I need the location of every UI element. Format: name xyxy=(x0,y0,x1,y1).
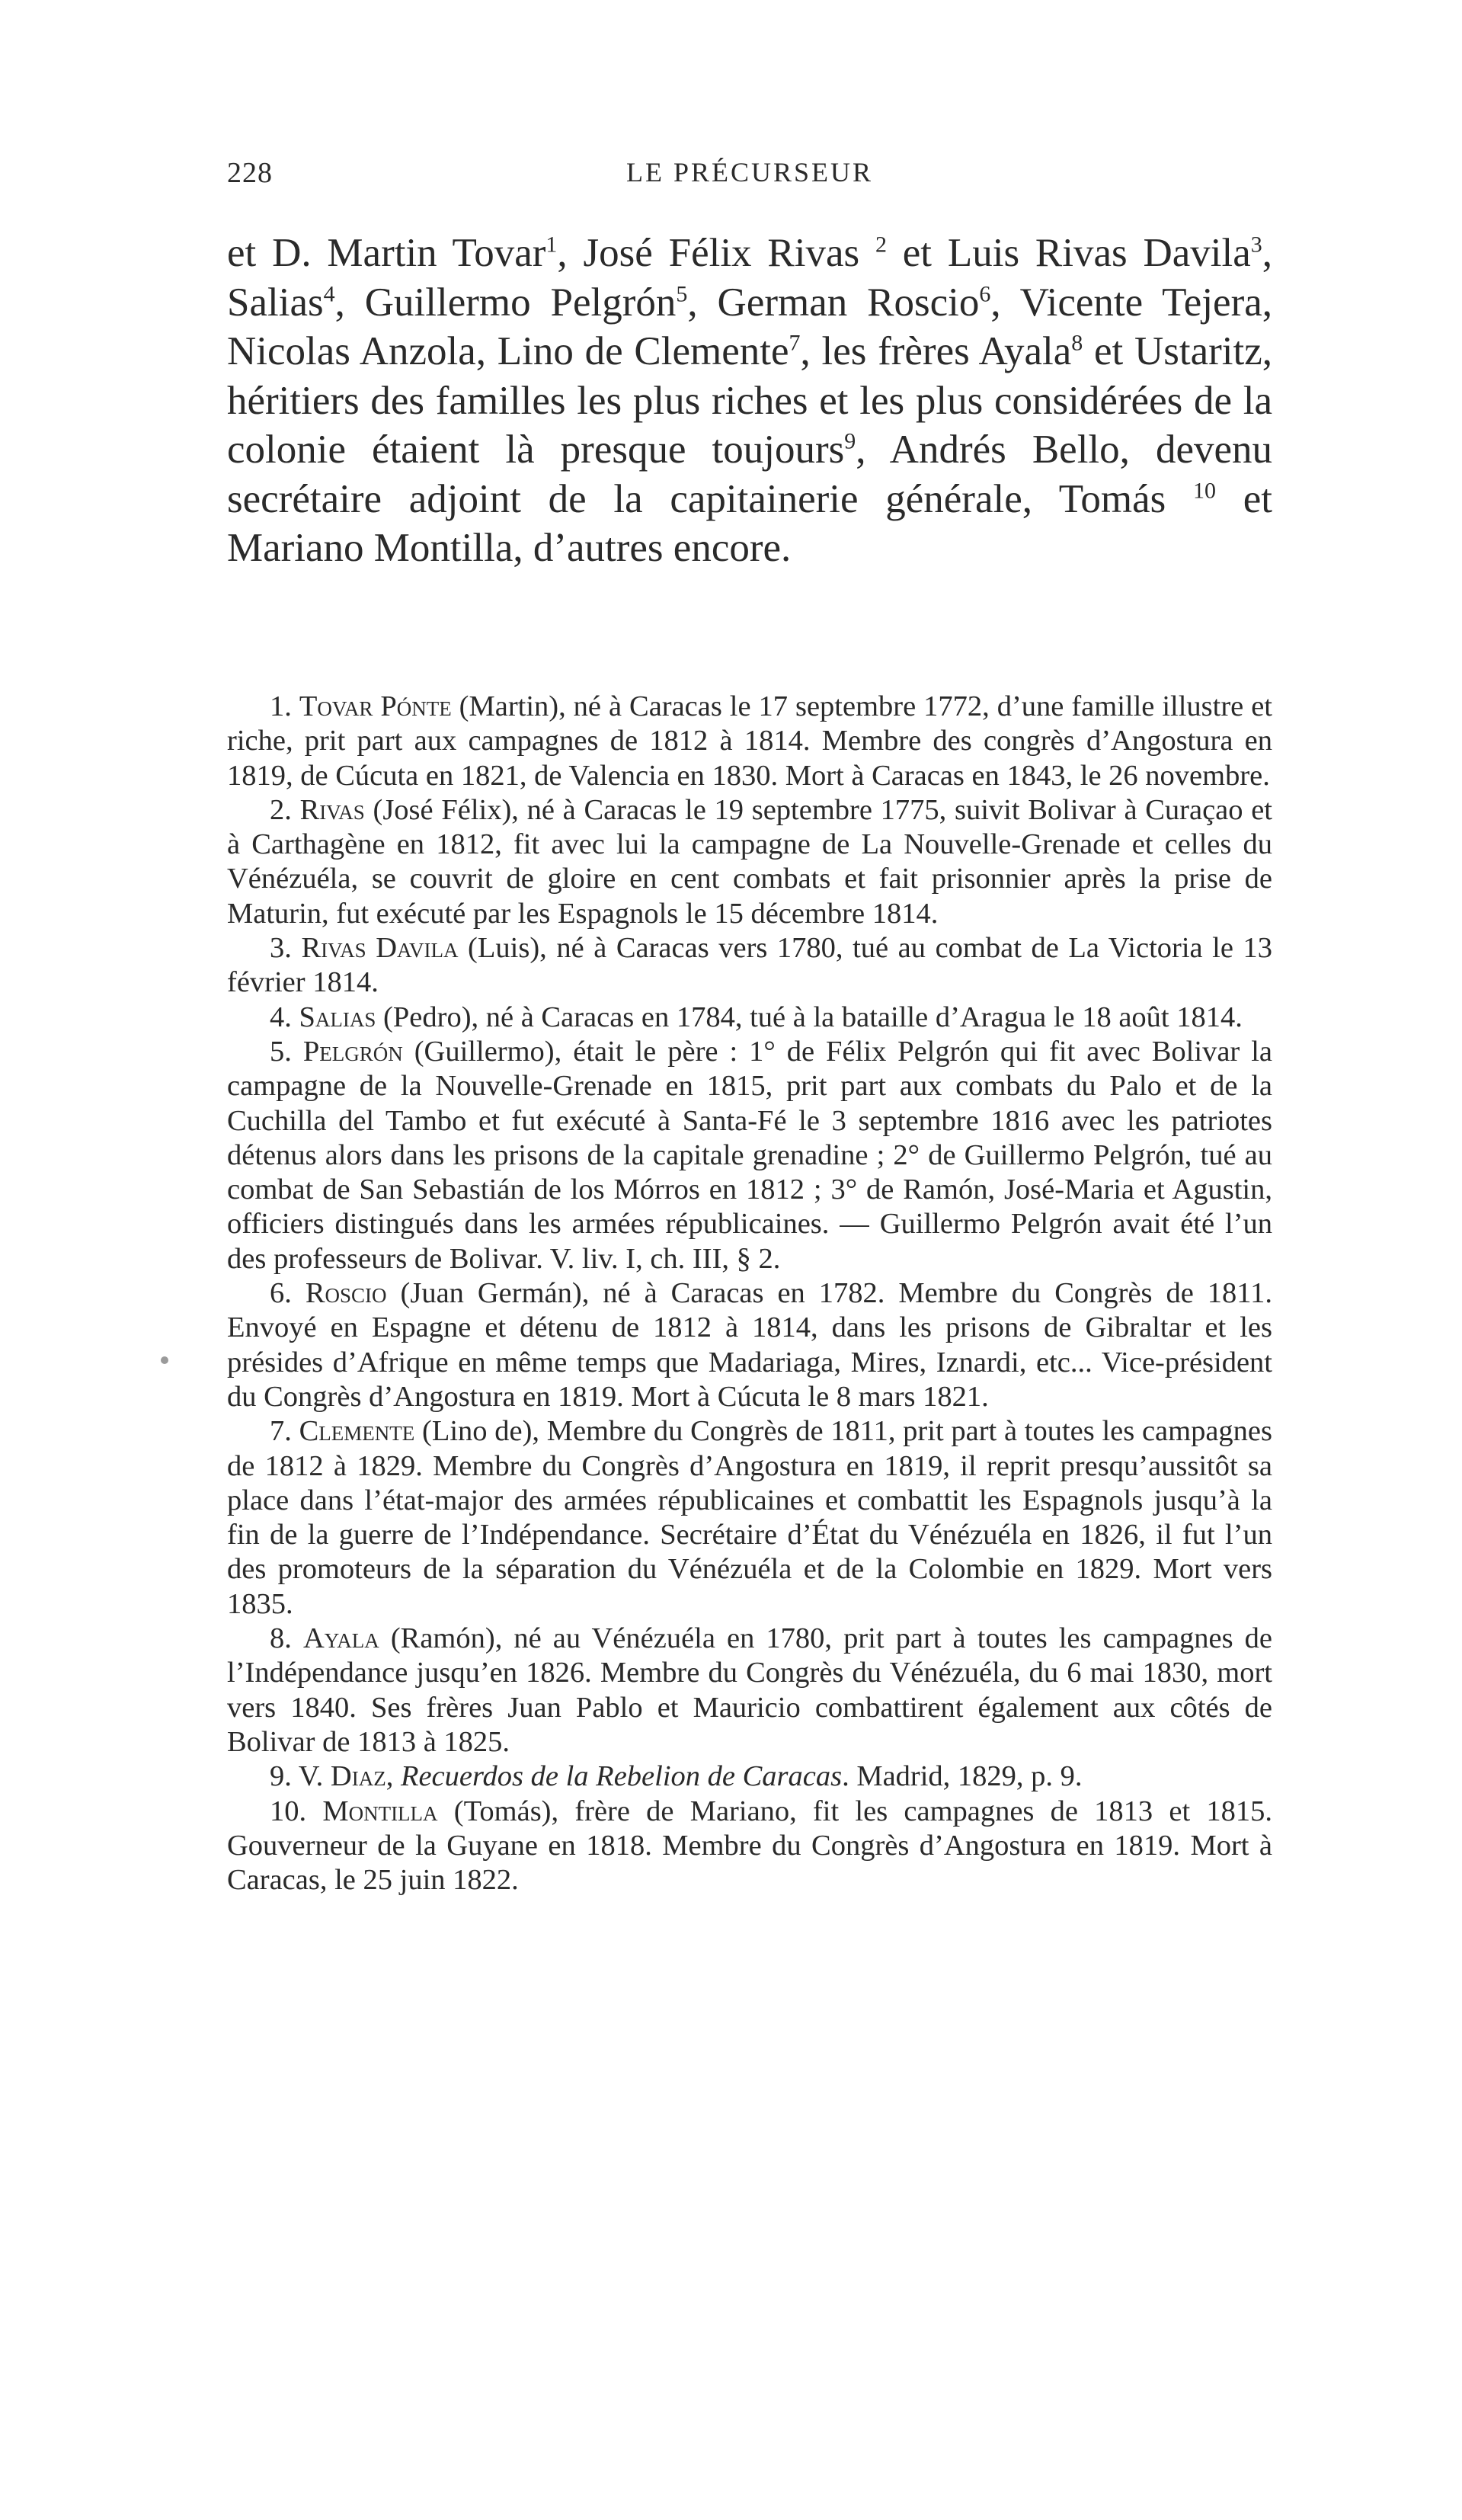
footnote-number: 9. V. xyxy=(270,1760,331,1793)
page-header xyxy=(227,156,1272,194)
footnote xyxy=(227,1795,1272,1898)
footnote xyxy=(227,1414,1272,1622)
footnote-reference: 8 xyxy=(1071,330,1083,356)
footnote-book-title: Recuerdos de la Rebelion de Caracas xyxy=(400,1760,843,1793)
footnotes xyxy=(227,690,1272,1897)
footnote-person-name: Rivas Davila xyxy=(301,932,459,965)
margin-dot xyxy=(161,1356,168,1364)
footnote-text: (José Félix), né à Caracas le 19 septembre 1775, suivit Bolivar à Curaçao et à Carthagène en 1812, fit avec lui la campagne de La Nouvelle-Grenade et celles du Vénézuéla, se couvrit de gloire en cent combats et fait prisonnier après la prise de Maturin, fut exécuté par les Espagnols le 15 décembre 1814. xyxy=(227,793,1272,930)
footnote-reference: 9 xyxy=(844,428,856,454)
footnote-text: (Pedro), né à Caracas en 1784, tué à la bataille d’Aragua le 18 août 1814. xyxy=(376,1001,1243,1033)
footnote-person-name: Pelgrón xyxy=(302,1035,403,1068)
footnote-number: 3. xyxy=(270,932,302,965)
footnote-person-name: Montilla xyxy=(322,1795,438,1827)
paragraph-text: , José Félix Rivas xyxy=(557,231,875,275)
footnote-person-name: Tovar Pónte xyxy=(299,690,452,722)
footnote-citation: . Madrid, 1829, p. 9. xyxy=(842,1760,1083,1793)
paragraph-text: et D. Martin Tovar xyxy=(227,231,546,275)
footnote-reference: 7 xyxy=(789,330,801,356)
footnote-reference: 4 xyxy=(323,280,335,306)
footnote-text: (Martin), né à Caracas le 17 septembre 1772, d’une famille illustre et riche, prit part aux campagnes de 1812 à 1814. Membre des congrès d’Angostura en 1819, de Cúcuta en 1821, de Valencia en 1830. Mort à Caracas en 1843, le 26 novembre. xyxy=(227,690,1272,792)
footnote-text: (Guillermo), était le père : 1° de Félix Pelgrón qui fit avec Bolivar la campagne de la Nouvelle-Grenade en 1815, prit part aux combats du Palo et de la Cuchilla del Tambo et fut exécuté à Santa-Fé le 3 septembre 1816 avec les patriotes détenus alors dans les prisons de la capitale grenadine ; 2° de Guillermo Pelgrón, tué au combat de San Sebastián de los Mórros en 1812 ; 3° de Ramón, José-Maria et Agustin, officiers distingués dans les armées républicaines. — Guillermo Pelgrón avait été l’un des professeurs de Bolivar. V. liv. I, ch. III, § 2. xyxy=(227,1035,1272,1275)
footnote-reference: 1 xyxy=(545,232,558,258)
footnote-number: 7. xyxy=(270,1415,299,1448)
footnote-person-name: Rivas xyxy=(299,793,365,826)
footnote-person-name: Ayala xyxy=(302,1622,379,1655)
paragraph-text: et Mariano Montilla, d’autres encore. xyxy=(227,476,1273,570)
running-title: LE PRÉCURSEUR xyxy=(625,157,874,187)
footnote-person-name: Roscio xyxy=(305,1277,387,1310)
paragraph-text: , Vicente Tejera, Nicolas Anzola, Lino de Clemente xyxy=(227,280,1272,373)
footnote-reference: 2 xyxy=(875,232,887,258)
footnote-reference: 3 xyxy=(1250,232,1262,258)
footnote xyxy=(227,1760,1272,1794)
page-number: 228 xyxy=(227,157,273,189)
footnote-text: , xyxy=(385,1760,401,1793)
footnote-reference: 6 xyxy=(979,280,991,306)
footnote-text: (Juan Germán), né à Caracas en 1782. Membre du Congrès de 1811. Envoyé en Espagne et détenu de 1812 à 1814, dans les prisons de Gibraltar et les présides d’Afrique en même temps que Madariaga, Mires, Iznardi, etc... Vice-président du Congrès d’Angostura en 1819. Mort à Cúcuta le 8 mars 1821. xyxy=(227,1277,1272,1413)
footnote-number: 8. xyxy=(270,1622,303,1655)
footnote-person-name: Salias xyxy=(299,1001,376,1033)
footnote-number: 10. xyxy=(270,1795,323,1827)
paragraph-text: , les frères Ayala xyxy=(800,329,1072,373)
footnote-reference: 10 xyxy=(1193,477,1217,503)
footnote-number: 1. xyxy=(270,690,299,722)
footnote-number: 5. xyxy=(270,1035,303,1068)
footnote xyxy=(227,690,1272,793)
footnote xyxy=(227,793,1272,931)
paragraph-text: , German Roscio xyxy=(687,280,980,325)
footnote-text: (Tomás), frère de Mariano, fit les campagnes de 1813 et 1815. Gouverneur de la Guyane en 1818. Membre du Congrès d’Angostura en 1819. Mort à Caracas, le 25 juin 1822. xyxy=(227,1795,1273,1897)
footnote xyxy=(227,1622,1272,1760)
footnote-person-name: Diaz xyxy=(330,1760,386,1793)
main-paragraph xyxy=(227,229,1272,573)
paragraph-text: , Andrés Bello, devenu secrétaire adjoint de la capitainerie générale, Tomás xyxy=(227,427,1272,521)
footnote-reference: 5 xyxy=(676,280,688,306)
footnote-text: (Ramón), né au Vénézuéla en 1780, prit part à toutes les campagnes de l’Indépendance jusqu’en 1826. Membre du Congrès du Vénézuéla, du 6 mai 1830, mort vers 1840. Ses frères Juan Pablo et Mauricio combattirent également aux côtés de Bolivar de 1813 à 1825. xyxy=(227,1622,1273,1758)
paragraph-text: , Salias xyxy=(227,231,1272,325)
paragraph-text: et Ustaritz, héritiers des familles les plus riches et les plus considérées de la colonie étaient là presque toujours xyxy=(227,329,1272,472)
footnote xyxy=(227,1276,1272,1414)
footnote xyxy=(227,1001,1272,1035)
footnote-number: 4. xyxy=(270,1001,299,1033)
footnote xyxy=(227,931,1272,1001)
footnote-number: 6. xyxy=(270,1277,306,1310)
paragraph-text: , Guillermo Pelgrón xyxy=(334,280,677,325)
footnote-text: (Lino de), Membre du Congrès de 1811, prit part à toutes les campagnes de 1812 à 1829. Membre du Congrès d’Angostura en 1819, il reprit presqu’aussitôt sa place dans l’état-major des armées républicaines et combattit les Espagnols jusqu’à la fin de la guerre de l’Indépendance. Secrétaire d’État du Vénézuéla en 1826, il fut l’un des promoteurs de la séparation du Vénézuéla et de la Colombie en 1829. Mort vers 1835. xyxy=(227,1415,1272,1620)
footnote-text: (Luis), né à Caracas vers 1780, tué au combat de La Victoria le 13 février 1814. xyxy=(227,932,1273,999)
footnote-number: 2. xyxy=(270,793,300,826)
footnote-person-name: Clemente xyxy=(299,1415,415,1448)
footnote xyxy=(227,1035,1272,1276)
paragraph-text: et Luis Rivas Davila xyxy=(886,231,1251,275)
